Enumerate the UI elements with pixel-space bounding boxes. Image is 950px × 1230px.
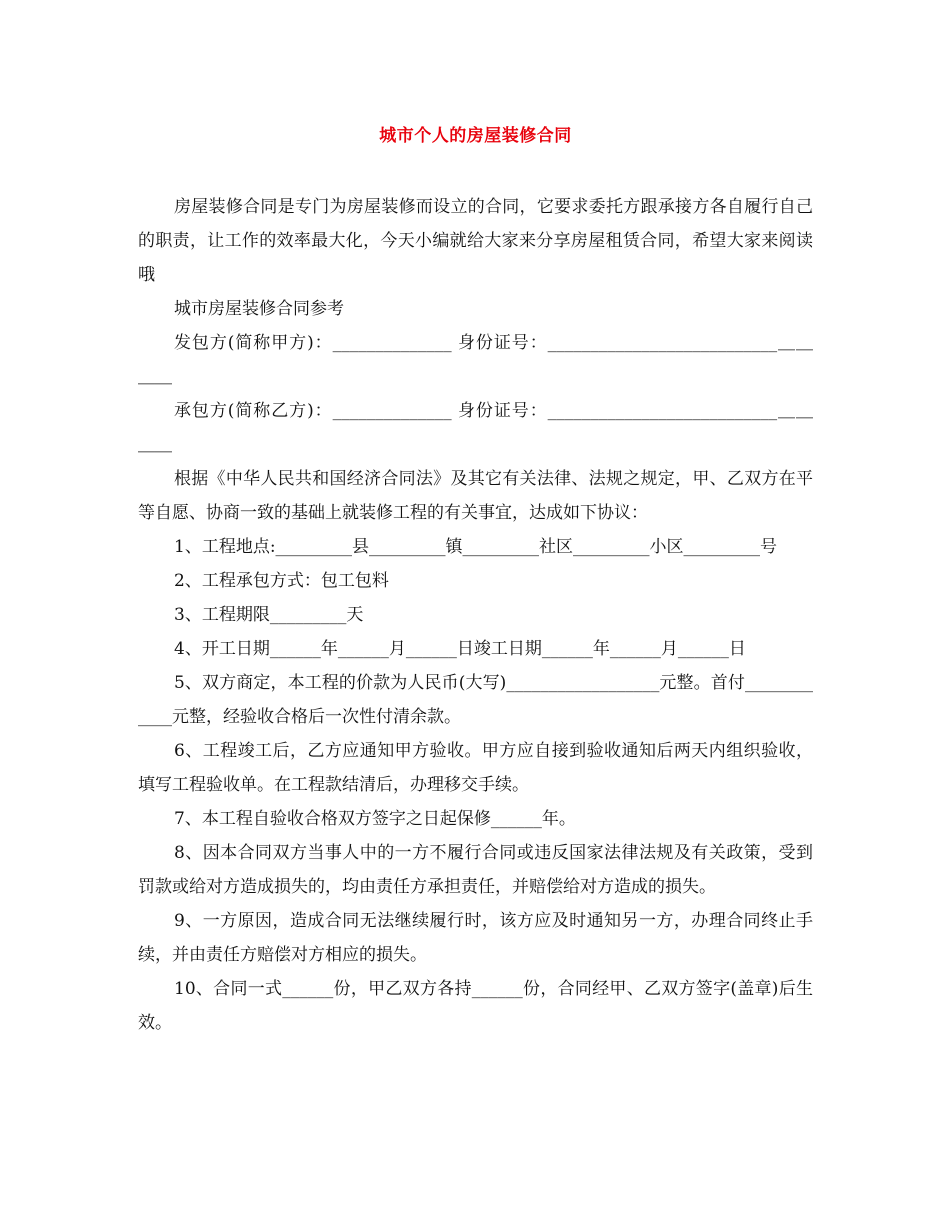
section-heading: 城市房屋装修合同参考 bbox=[174, 299, 344, 319]
party-b-line: 承包方(简称乙方)：______________ 身份证号：___________________________＿＿＿＿ bbox=[138, 401, 813, 455]
intro-paragraph: 房屋装修合同是专门为房屋装修而设立的合同，它要求委托方跟承接方各自履行自己的职责，让工作的效率最大化，今天小编就给大家来分享房屋租赁合同，希望大家来阅读哦 bbox=[138, 197, 813, 285]
clause-2-method: 2、工程承包方式：包工包料 bbox=[174, 571, 389, 591]
clause-7-warranty: 7、本工程自验收合格双方签字之日起保修______年。 bbox=[174, 809, 576, 829]
document-body bbox=[138, 190, 813, 1040]
clause-5-price: 5、双方商定，本工程的价款为人民币(大写)__________________元整。首付____________元整，经验收合格后一次性付清余款。 bbox=[138, 673, 813, 727]
clause-4-dates: 4、开工日期______年______月______日竣工日期______年______月______日 bbox=[174, 639, 746, 659]
clause-8-liability: 8、因本合同双方当事人中的一方不履行合同或违反国家法律法规及有关政策，受到罚款或给对方造成损失的，均由责任方承担责任，并赔偿给对方造成的损失。 bbox=[138, 843, 813, 897]
document-title: 城市个人的房屋装修合同 bbox=[379, 126, 572, 146]
clause-1-location: 1、工程地点:_________县_________镇_________社区_________小区_________号 bbox=[174, 537, 778, 557]
document-page bbox=[138, 0, 813, 1230]
party-a-line: 发包方(简称甲方)：______________ 身份证号：___________________________＿＿＿＿ bbox=[138, 333, 813, 387]
clause-6-acceptance: 6、工程竣工后，乙方应通知甲方验收。甲方应自接到验收通知后两天内组织验收，填写工程验收单。在工程款结清后，办理移交手续。 bbox=[138, 741, 813, 795]
clause-10-copies: 10、合同一式______份，甲乙双方各持______份，合同经甲、乙双方签字(盖章)后生效。 bbox=[138, 979, 813, 1033]
clause-9-termination: 9、一方原因，造成合同无法继续履行时，该方应及时通知另一方，办理合同终止手续，并由责任方赔偿对方相应的损失。 bbox=[138, 911, 813, 965]
legal-basis-paragraph: 根据《中华人民共和国经济合同法》及其它有关法律、法规之规定，甲、乙双方在平等自愿、协商一致的基础上就装修工程的有关事宜，达成如下协议： bbox=[138, 469, 813, 523]
clause-3-term: 3、工程期限_________天 bbox=[174, 605, 364, 625]
